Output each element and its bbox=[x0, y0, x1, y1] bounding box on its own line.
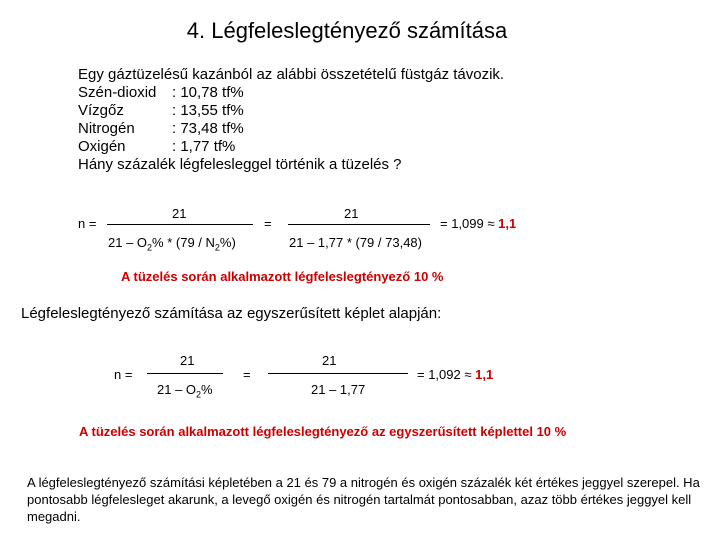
fraction-bar bbox=[107, 224, 253, 225]
formula-result: = 1,092 ≈ 1,1 bbox=[417, 367, 494, 382]
fraction-bar bbox=[147, 373, 223, 374]
result-note: A tüzelés során alkalmazott légfeleslegtényező 10 % bbox=[121, 269, 444, 284]
fraction-bar bbox=[288, 224, 430, 225]
formula-numerator: 21 bbox=[180, 353, 195, 368]
question-line: Hány százalék légfelesleggel történik a tüzelés ? bbox=[78, 156, 402, 173]
equals-sign: = bbox=[243, 367, 251, 382]
component-value: : 13,55 tf% bbox=[172, 102, 244, 119]
component-label: Szén-dioxid bbox=[78, 84, 157, 101]
intro-line: Egy gáztüzelésű kazánból az alábbi összetételű füstgáz távozik. bbox=[78, 66, 505, 83]
equals-sign: = bbox=[264, 216, 272, 231]
component-value: : 10,78 tf% bbox=[172, 84, 244, 101]
result-note: A tüzelés során alkalmazott légfeleslegtényező az egyszerűsített képlettel 10 % bbox=[79, 424, 567, 439]
formula-denominator: 21 – 1,77 * (79 / 73,48) bbox=[289, 235, 422, 250]
formula-denominator: $21 - O_2\% * (79 / N_2\%)$ bbox=[108, 235, 236, 253]
formula-numerator: 21 bbox=[344, 206, 359, 221]
page-title: 4. Légfeleslegtényező számítása bbox=[186, 18, 508, 43]
formula-denominator: 21 – 1,77 bbox=[311, 382, 366, 397]
composition-row bbox=[78, 84, 504, 102]
composition-row bbox=[78, 102, 504, 120]
formula-n-label: n = bbox=[114, 367, 133, 382]
formula-result: = 1,099 ≈ 1,1 bbox=[440, 216, 517, 231]
formula-numerator: 21 bbox=[172, 206, 187, 221]
formula-numerator: 21 bbox=[322, 353, 337, 368]
section-heading: Légfeleslegtényező számítása az egyszerűsített képlet alapján: bbox=[21, 305, 442, 322]
component-label: Vízgőz bbox=[78, 102, 124, 119]
formula-denominator: $21 - O_2\%$ bbox=[157, 382, 213, 400]
composition-row bbox=[78, 138, 504, 156]
component-label: Nitrogén bbox=[78, 120, 135, 137]
composition-row bbox=[78, 120, 504, 138]
problem-statement bbox=[78, 66, 504, 174]
component-value: : 73,48 tf% bbox=[172, 120, 244, 137]
fraction-bar bbox=[268, 373, 408, 374]
component-value: : 1,77 tf% bbox=[172, 138, 236, 155]
formula-n-label: n = bbox=[78, 216, 97, 231]
explanation-paragraph: A légfeleslegtényező számítási képletében a 21 és 79 a nitrogén és oxigén százalék két értékes jeggyel szerepel. Ha pontosabb légfelesleget akarunk, a levegő oxigén és nitrogén tartalmát pontosabban, azaz több értékes jeggyel kell megadni. bbox=[27, 475, 700, 524]
component-label: Oxigén bbox=[78, 138, 126, 155]
